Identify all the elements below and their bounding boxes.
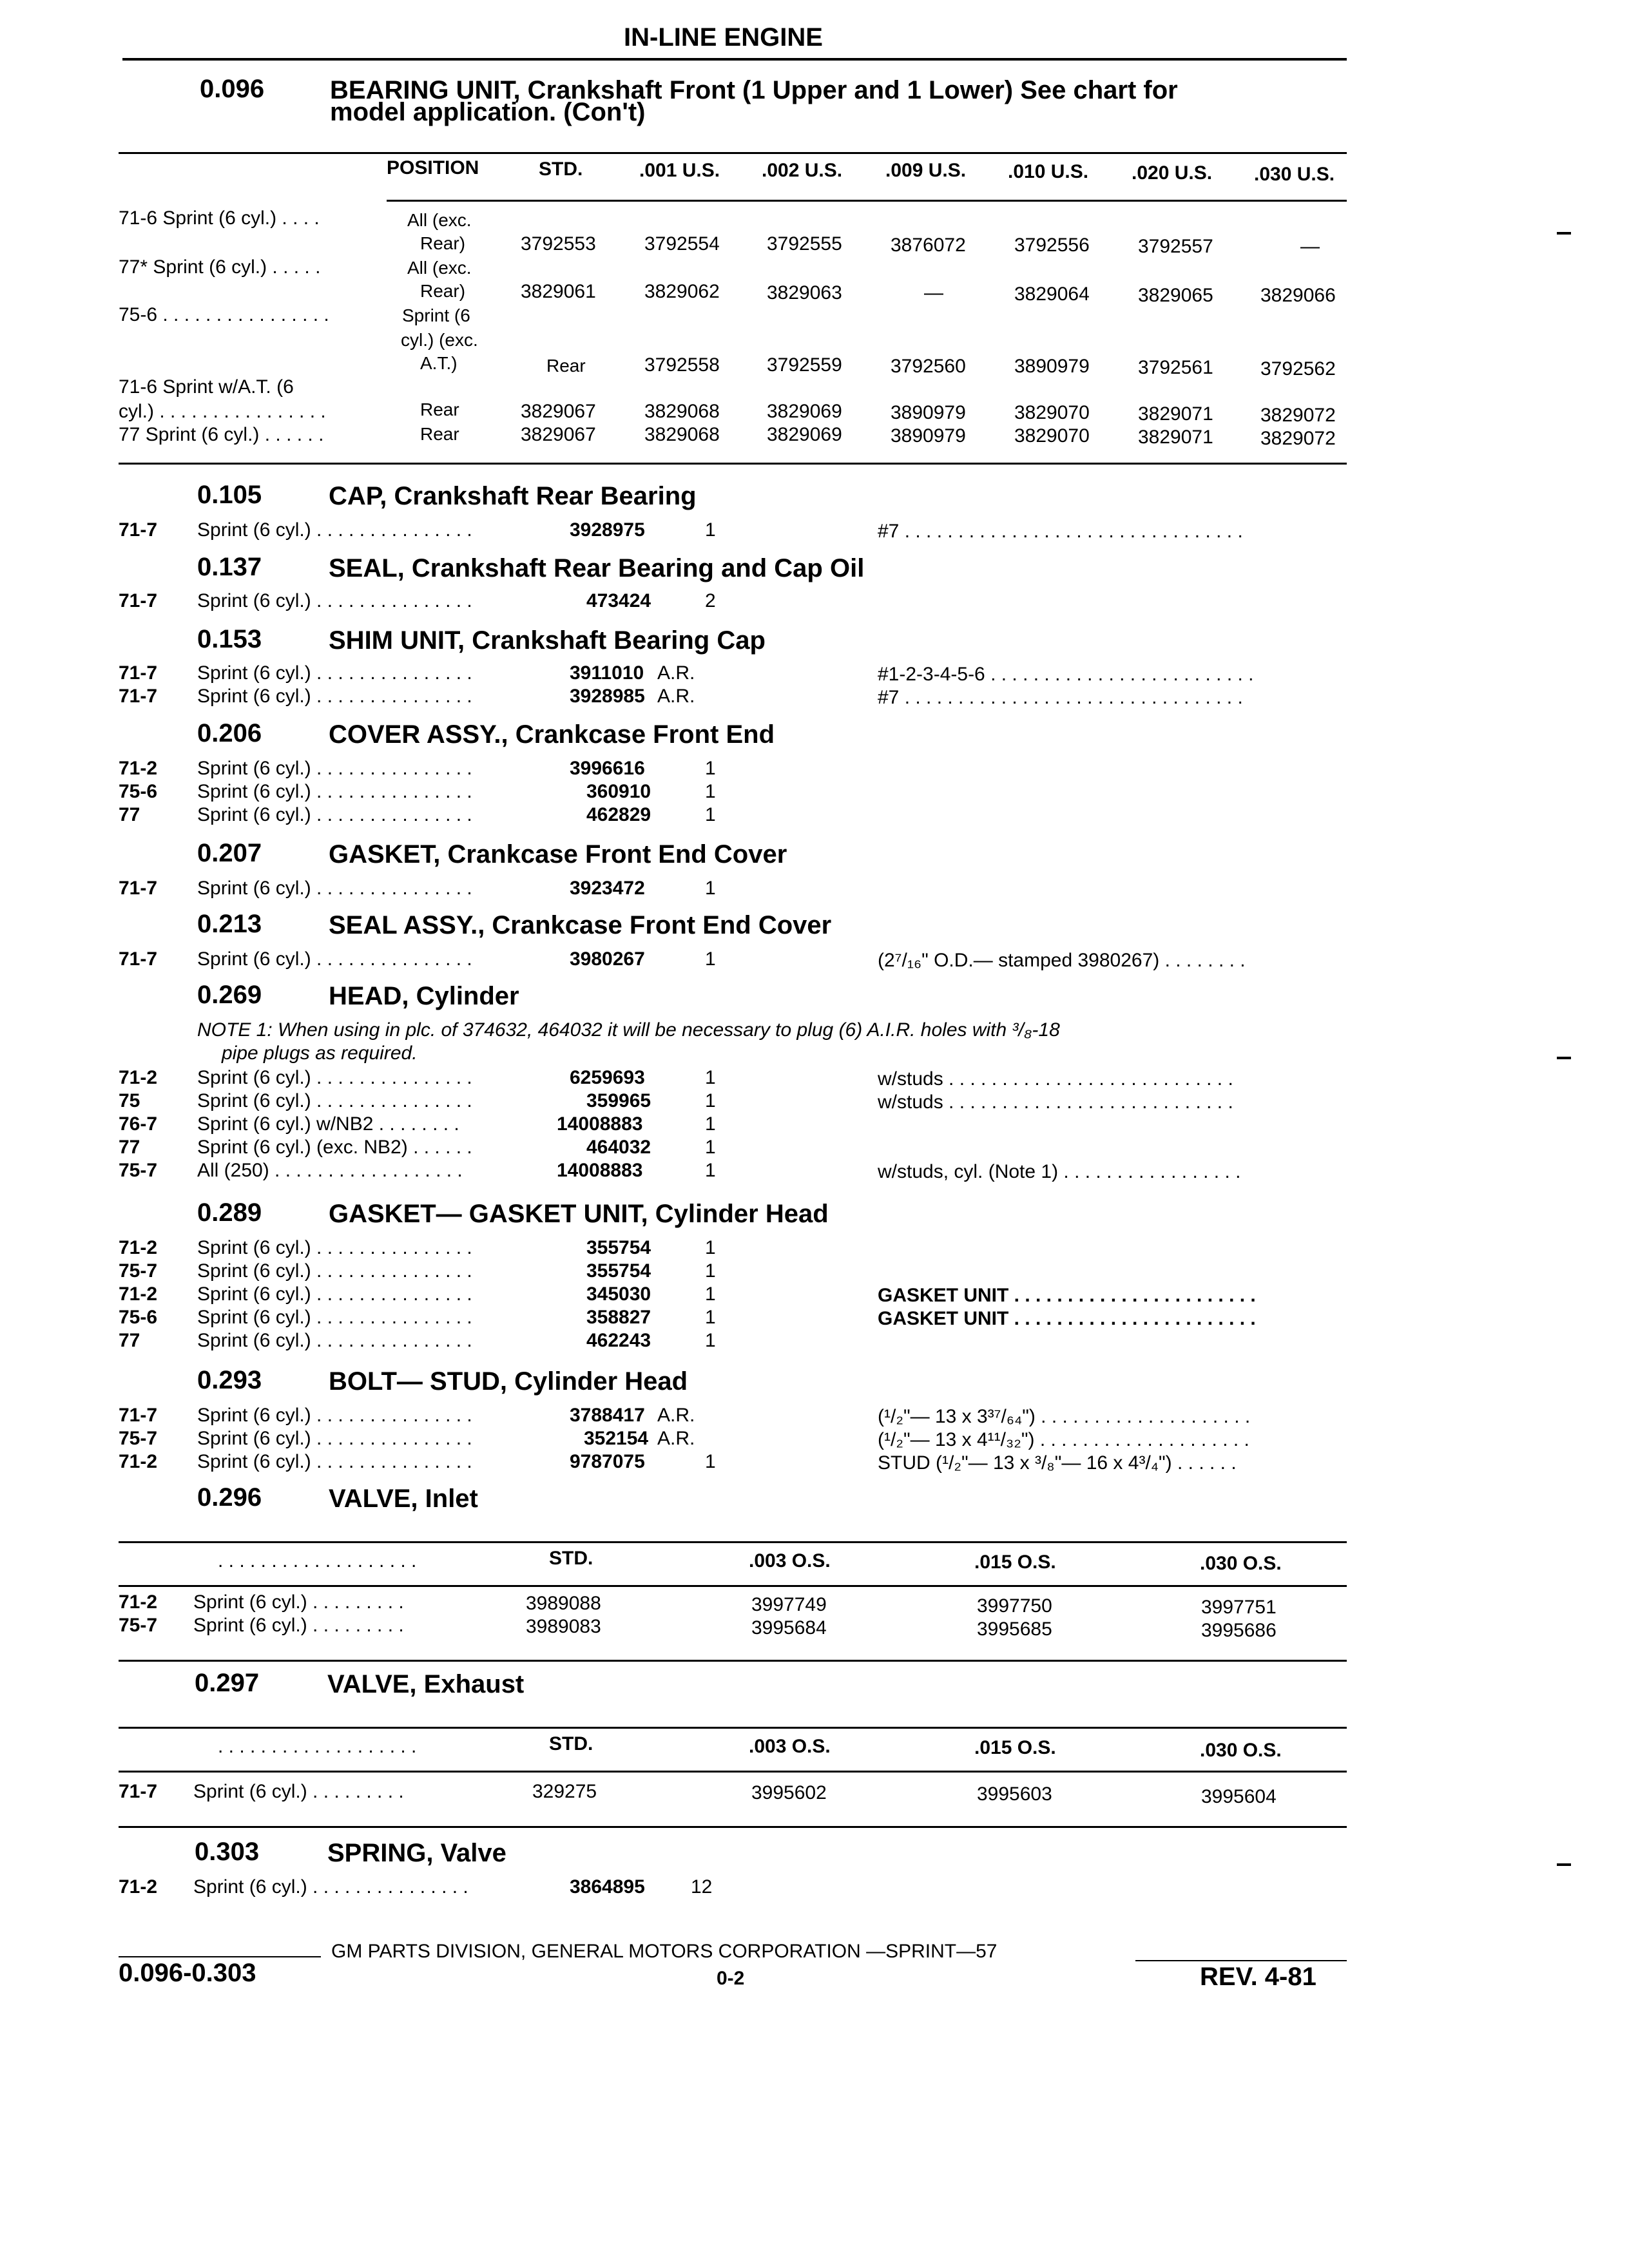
col-header: . . . . . . . . . . . . . . . . . . . bbox=[218, 1736, 417, 1757]
note-line: NOTE 1: When using in plc. of 374632, 464032 it will be necessary to plug (6) A.I.R. holes with ³/₈-18 bbox=[197, 1019, 1060, 1041]
row-qty: A.R. bbox=[657, 686, 695, 707]
position-line: Rear) bbox=[420, 281, 466, 301]
row-note: #7 . . . . . . . . . . . . . . . . . . . . . . . . . . . . . . . . bbox=[878, 521, 1243, 542]
part-cell: 3829070 bbox=[1014, 425, 1090, 447]
row-desc: Sprint (6 cyl.) . . . . . . . . . . . . . . . bbox=[193, 1876, 468, 1898]
position-line: cyl.) (exc. bbox=[401, 330, 478, 350]
col-header: STD. bbox=[539, 159, 583, 180]
model-line: 71-6 Sprint w/A.T. (6 bbox=[119, 376, 294, 398]
row-desc: Sprint (6 cyl.) w/NB2 . . . . . . . . bbox=[197, 1113, 459, 1135]
row-part: 3928985 bbox=[570, 686, 645, 707]
model-line: 75-6 . . . . . . . . . . . . . . . . bbox=[119, 304, 329, 325]
col-header: .001 U.S. bbox=[639, 160, 720, 181]
section-number: 0.296 bbox=[197, 1483, 262, 1512]
table-header-rule bbox=[119, 1771, 1347, 1773]
part-cell: 3989083 bbox=[526, 1616, 601, 1637]
part-cell: 3890979 bbox=[1014, 356, 1090, 377]
part-cell: 3829072 bbox=[1260, 428, 1336, 449]
row-desc: Sprint (6 cyl.) . . . . . . . . . . . . . . . bbox=[197, 519, 472, 541]
col-header: .015 O.S. bbox=[974, 1552, 1056, 1573]
footer-rule-left bbox=[119, 1956, 321, 1957]
position-line: All (exc. bbox=[407, 210, 472, 230]
table-top-rule bbox=[119, 1541, 1347, 1543]
col-header: STD. bbox=[549, 1548, 593, 1569]
section-title: VALVE, Exhaust bbox=[327, 1670, 525, 1698]
row-part: 14008883 bbox=[557, 1160, 643, 1181]
row-note: #1-2-3-4-5-6 . . . . . . . . . . . . . . . . . . . . . . . . . bbox=[878, 664, 1254, 685]
section-number: 0.303 bbox=[195, 1838, 260, 1866]
row-desc: Sprint (6 cyl.) . . . . . . . . . . . . . . . bbox=[197, 1428, 472, 1449]
col-header: .003 O.S. bbox=[749, 1550, 831, 1571]
row-year: 71-7 bbox=[119, 1781, 158, 1802]
table-header-rule bbox=[119, 1585, 1347, 1587]
row-year: 75-7 bbox=[119, 1160, 158, 1181]
row-desc: Sprint (6 cyl.) . . . . . . . . . . . . . . . bbox=[197, 1237, 472, 1258]
row-qty: 1 bbox=[705, 1330, 716, 1351]
section-number: 0.213 bbox=[197, 910, 262, 938]
row-desc: Sprint (6 cyl.) (exc. NB2) . . . . . . bbox=[197, 1137, 472, 1158]
part-cell: 3890979 bbox=[891, 425, 966, 447]
row-desc: Sprint (6 cyl.) . . . . . . . . . . . . . . . bbox=[197, 1451, 472, 1472]
row-part: 355754 bbox=[586, 1237, 651, 1258]
row-year: 71-7 bbox=[119, 686, 158, 707]
col-header: .030 O.S. bbox=[1200, 1553, 1282, 1574]
table-bottom-rule bbox=[119, 463, 1347, 465]
row-desc: Sprint (6 cyl.) . . . . . . . . . . . . . . . bbox=[197, 662, 472, 684]
part-cell: 3995684 bbox=[751, 1617, 827, 1639]
row-desc: Sprint (6 cyl.) . . . . . . . . . . . . . . . bbox=[197, 686, 472, 707]
row-qty: 1 bbox=[705, 1260, 716, 1282]
section-number: 0.105 bbox=[197, 481, 262, 509]
row-desc: Sprint (6 cyl.) . . . . . . . . . . . . . . . bbox=[197, 948, 472, 970]
row-qty: 1 bbox=[705, 519, 716, 541]
part-cell: 3792559 bbox=[767, 354, 842, 376]
position-line: Rear bbox=[420, 399, 459, 419]
note-line: pipe plugs as required. bbox=[222, 1043, 418, 1064]
margin-mark bbox=[1557, 1057, 1571, 1059]
row-note: w/studs, cyl. (Note 1) . . . . . . . . . . . . . . . . . bbox=[878, 1161, 1241, 1182]
part-cell: 3792558 bbox=[644, 354, 720, 376]
row-qty: 1 bbox=[705, 1113, 716, 1135]
section-number: 0.206 bbox=[197, 719, 262, 747]
footer-rev: REV. 4-81 bbox=[1200, 1963, 1316, 1991]
row-desc: Sprint (6 cyl.) . . . . . . . . . . . . . . . bbox=[197, 878, 472, 899]
part-cell: 3792557 bbox=[1138, 236, 1213, 257]
row-desc: Sprint (6 cyl.) . . . . . . . . . . . . . . . bbox=[197, 758, 472, 779]
row-year: 75-7 bbox=[119, 1428, 158, 1449]
col-header: STD. bbox=[549, 1733, 593, 1754]
section-title: HEAD, Cylinder bbox=[329, 982, 519, 1010]
row-year: 75-6 bbox=[119, 1307, 158, 1328]
col-header: . . . . . . . . . . . . . . . . . . . bbox=[218, 1550, 417, 1571]
part-cell: 3792560 bbox=[891, 356, 966, 377]
row-part: 6259693 bbox=[570, 1067, 645, 1088]
row-year: 71-2 bbox=[119, 1237, 158, 1258]
section-number: 0.137 bbox=[197, 553, 262, 581]
col-header: .003 O.S. bbox=[749, 1736, 831, 1757]
row-qty: 1 bbox=[705, 1160, 716, 1181]
model-line: 77* Sprint (6 cyl.) . . . . . bbox=[119, 256, 321, 278]
section-title: SHIM UNIT, Crankshaft Bearing Cap bbox=[329, 626, 766, 655]
row-part: 3928975 bbox=[570, 519, 645, 541]
section-title: GASKET— GASKET UNIT, Cylinder Head bbox=[329, 1200, 829, 1228]
position-line: A.T.) bbox=[420, 353, 458, 373]
row-part: 345030 bbox=[586, 1283, 651, 1305]
section-title: VALVE, Inlet bbox=[329, 1485, 478, 1513]
table-bottom-rule bbox=[119, 1826, 1347, 1828]
part-cell: 3995604 bbox=[1201, 1786, 1277, 1807]
part-cell: 3792553 bbox=[521, 233, 596, 255]
part-cell: 3890979 bbox=[891, 402, 966, 423]
part-cell: 3989088 bbox=[526, 1593, 601, 1614]
row-year: 71-7 bbox=[119, 948, 158, 970]
row-qty: 1 bbox=[705, 1307, 716, 1328]
part-cell: 3829061 bbox=[521, 281, 596, 302]
part-cell: 3997749 bbox=[751, 1594, 827, 1615]
part-cell: 3995602 bbox=[751, 1782, 827, 1803]
row-note: STUD (¹/₂"— 13 x ³/₈"— 16 x 4³/₄") . . . . . . bbox=[878, 1452, 1237, 1474]
row-year: 71-7 bbox=[119, 1405, 158, 1426]
col-header: .010 U.S. bbox=[1008, 161, 1089, 182]
row-desc: Sprint (6 cyl.) . . . . . . . . . . . . . . . bbox=[197, 1405, 472, 1426]
row-note: #7 . . . . . . . . . . . . . . . . . . . . . . . . . . . . . . . . bbox=[878, 687, 1243, 708]
margin-mark bbox=[1557, 232, 1571, 235]
part-cell: 3829063 bbox=[767, 282, 842, 303]
section-number: 0.096 bbox=[200, 75, 265, 103]
row-qty: 2 bbox=[705, 590, 716, 611]
part-cell: 3829067 bbox=[521, 401, 596, 422]
row-part: 360910 bbox=[586, 781, 651, 802]
col-header: .015 O.S. bbox=[974, 1737, 1056, 1758]
row-part: 3996616 bbox=[570, 758, 645, 779]
row-year: 75-7 bbox=[119, 1260, 158, 1282]
row-qty: 1 bbox=[705, 804, 716, 825]
row-qty: 1 bbox=[705, 1137, 716, 1158]
row-desc: Sprint (6 cyl.) . . . . . . . . . bbox=[193, 1781, 404, 1802]
row-part: 3911010 bbox=[570, 662, 644, 684]
section-title: SEAL ASSY., Crankcase Front End Cover bbox=[329, 911, 832, 939]
row-part: 355754 bbox=[586, 1260, 651, 1282]
row-desc: Sprint (6 cyl.) . . . . . . . . . . . . . . . bbox=[197, 590, 472, 611]
part-cell: — bbox=[1300, 236, 1320, 257]
position-line: Rear) bbox=[420, 233, 466, 253]
row-qty: 1 bbox=[705, 781, 716, 802]
row-qty: 1 bbox=[705, 878, 716, 899]
part-cell: 3876072 bbox=[891, 235, 966, 256]
table-bottom-rule bbox=[119, 1660, 1347, 1662]
row-part: 352154 bbox=[584, 1428, 649, 1449]
section-number: 0.207 bbox=[197, 839, 262, 867]
row-note: w/studs . . . . . . . . . . . . . . . . . . . . . . . . . . . bbox=[878, 1068, 1233, 1090]
part-cell: 3995685 bbox=[977, 1619, 1052, 1640]
part-cell: 3792562 bbox=[1260, 358, 1336, 380]
part-cell: 3829066 bbox=[1260, 285, 1336, 306]
row-year: 71-7 bbox=[119, 519, 158, 541]
row-year: 75 bbox=[119, 1090, 140, 1111]
row-qty: 1 bbox=[705, 1283, 716, 1305]
section-title: GASKET, Crankcase Front End Cover bbox=[329, 840, 787, 869]
position-line: Rear bbox=[420, 424, 459, 444]
row-year: 76-7 bbox=[119, 1113, 158, 1135]
col-header: .030 U.S. bbox=[1254, 164, 1335, 185]
row-part: 464032 bbox=[586, 1137, 651, 1158]
row-part: 3788417 bbox=[570, 1405, 645, 1426]
part-cell: 3792556 bbox=[1014, 235, 1090, 256]
part-cell: 3995686 bbox=[1201, 1620, 1277, 1641]
part-cell: 3829071 bbox=[1138, 403, 1213, 425]
section-title-cont: model application. (Con't) bbox=[330, 98, 646, 126]
part-cell: 3829072 bbox=[1260, 405, 1336, 426]
row-qty: A.R. bbox=[657, 662, 695, 684]
row-part: 462829 bbox=[586, 804, 651, 825]
section-number: 0.289 bbox=[197, 1198, 262, 1227]
row-year: 75-6 bbox=[119, 781, 158, 802]
part-cell: 3829068 bbox=[644, 401, 720, 422]
row-desc: Sprint (6 cyl.) . . . . . . . . . bbox=[193, 1615, 404, 1636]
header-rule bbox=[122, 58, 1347, 61]
col-header: .020 U.S. bbox=[1132, 162, 1213, 184]
row-desc: Sprint (6 cyl.) . . . . . . . . . . . . . . . bbox=[197, 1330, 472, 1351]
footer-corp: GM PARTS DIVISION, GENERAL MOTORS CORPORATION —SPRINT—57 bbox=[331, 1941, 998, 1962]
part-cell: 3829062 bbox=[644, 281, 720, 302]
section-title: BOLT— STUD, Cylinder Head bbox=[329, 1367, 688, 1396]
page-header-title: IN-LINE ENGINE bbox=[624, 23, 823, 52]
row-desc: All (250) . . . . . . . . . . . . . . . . . . bbox=[197, 1160, 463, 1181]
row-year: 77 bbox=[119, 804, 140, 825]
row-year: 71-2 bbox=[119, 1451, 158, 1472]
section-number: 0.153 bbox=[197, 625, 262, 653]
part-cell: 3792555 bbox=[767, 233, 842, 255]
model-line: 77 Sprint (6 cyl.) . . . . . . bbox=[119, 424, 324, 445]
part-cell: 3792554 bbox=[644, 233, 720, 255]
row-part: 3923472 bbox=[570, 878, 645, 899]
row-part: 462243 bbox=[586, 1330, 651, 1351]
row-qty: 1 bbox=[705, 1090, 716, 1111]
row-year: 77 bbox=[119, 1137, 140, 1158]
section-title: BEARING UNIT, Crankshaft Front (1 Upper and 1 Lower) See chart for bbox=[330, 76, 1178, 104]
part-cell: 329275 bbox=[532, 1781, 597, 1802]
row-part: 3980267 bbox=[570, 948, 645, 970]
part-cell: 3997751 bbox=[1201, 1597, 1277, 1618]
row-part: 359965 bbox=[586, 1090, 651, 1111]
part-cell: 3997750 bbox=[977, 1595, 1052, 1617]
position-line: All (exc. bbox=[407, 258, 472, 278]
row-qty: A.R. bbox=[657, 1428, 695, 1449]
part-cell: 3829071 bbox=[1138, 427, 1213, 448]
row-year: 71-2 bbox=[119, 1591, 158, 1613]
row-desc: Sprint (6 cyl.) . . . . . . . . . . . . . . . bbox=[197, 1090, 472, 1111]
row-qty: 1 bbox=[705, 1451, 716, 1472]
table-top-rule bbox=[119, 1727, 1347, 1729]
col-header: .009 U.S. bbox=[885, 160, 967, 181]
row-desc: Sprint (6 cyl.) . . . . . . . . . . . . . . . bbox=[197, 781, 472, 802]
footer-rule-right bbox=[1135, 1960, 1347, 1961]
section-number: 0.293 bbox=[197, 1366, 262, 1394]
col-header: POSITION bbox=[387, 157, 479, 178]
model-line: cyl.) . . . . . . . . . . . . . . . . bbox=[119, 401, 326, 422]
row-note: w/studs . . . . . . . . . . . . . . . . . . . . . . . . . . . bbox=[878, 1091, 1233, 1113]
row-qty: 1 bbox=[705, 1237, 716, 1258]
part-cell: — bbox=[924, 282, 943, 303]
row-qty: 1 bbox=[705, 1067, 716, 1088]
section-number: 0.269 bbox=[197, 981, 262, 1009]
row-year: 71-2 bbox=[119, 1283, 158, 1305]
row-part: 9787075 bbox=[570, 1451, 645, 1472]
section-title: CAP, Crankshaft Rear Bearing bbox=[329, 482, 697, 510]
part-cell: 3829065 bbox=[1138, 285, 1213, 306]
row-note: GASKET UNIT . . . . . . . . . . . . . . . . . . . . . . . bbox=[878, 1308, 1256, 1329]
section-title: SEAL, Crankshaft Rear Bearing and Cap Oil bbox=[329, 554, 865, 582]
section-number: 0.297 bbox=[195, 1669, 260, 1697]
row-year: 71-7 bbox=[119, 590, 158, 611]
row-note: (¹/₂"— 13 x 3³⁷/₆₄") . . . . . . . . . . . . . . . . . . . . bbox=[878, 1406, 1251, 1427]
row-desc: Sprint (6 cyl.) . . . . . . . . . . . . . . . bbox=[197, 1260, 472, 1282]
footer-page-number: 0-2 bbox=[717, 1968, 745, 1989]
section-title: SPRING, Valve bbox=[327, 1839, 506, 1867]
row-part: 3864895 bbox=[570, 1876, 645, 1898]
row-note: (2⁷/₁₆" O.D.— stamped 3980267) . . . . . . . . bbox=[878, 950, 1246, 971]
part-cell: 3829064 bbox=[1014, 284, 1090, 305]
row-desc: Sprint (6 cyl.) . . . . . . . . . . . . . . . bbox=[197, 804, 472, 825]
row-part: 473424 bbox=[586, 590, 651, 611]
part-cell: 3792561 bbox=[1138, 357, 1213, 378]
position-line: Rear bbox=[546, 356, 586, 376]
part-cell: 3829069 bbox=[767, 424, 842, 445]
table-top-rule bbox=[119, 152, 1347, 154]
row-year: 71-2 bbox=[119, 1876, 158, 1898]
row-qty: 1 bbox=[705, 948, 716, 970]
row-desc: Sprint (6 cyl.) . . . . . . . . . . . . . . . bbox=[197, 1307, 472, 1328]
row-year: 71-2 bbox=[119, 1067, 158, 1088]
margin-mark bbox=[1557, 1863, 1571, 1866]
part-cell: 3829067 bbox=[521, 424, 596, 445]
part-cell: 3829068 bbox=[644, 424, 720, 445]
row-desc: Sprint (6 cyl.) . . . . . . . . . bbox=[193, 1591, 404, 1613]
row-year: 71-7 bbox=[119, 662, 158, 684]
row-note: GASKET UNIT . . . . . . . . . . . . . . . . . . . . . . . bbox=[878, 1285, 1256, 1306]
row-qty: 1 bbox=[705, 758, 716, 779]
row-qty: 12 bbox=[691, 1876, 713, 1898]
model-line: 71-6 Sprint (6 cyl.) . . . . bbox=[119, 207, 320, 229]
col-header: .030 O.S. bbox=[1200, 1740, 1282, 1761]
table-header-rule bbox=[387, 200, 1347, 202]
row-desc: Sprint (6 cyl.) . . . . . . . . . . . . . . . bbox=[197, 1283, 472, 1305]
row-year: 77 bbox=[119, 1330, 140, 1351]
footer-range: 0.096-0.303 bbox=[119, 1959, 256, 1987]
row-part: 358827 bbox=[586, 1307, 651, 1328]
part-cell: 3829069 bbox=[767, 401, 842, 422]
col-header: .002 U.S. bbox=[762, 160, 843, 181]
row-year: 71-7 bbox=[119, 878, 158, 899]
row-note: (¹/₂"— 13 x 4¹¹/₃₂") . . . . . . . . . . . . . . . . . . . . bbox=[878, 1429, 1249, 1450]
position-line: Sprint (6 bbox=[402, 305, 470, 325]
part-cell: 3829070 bbox=[1014, 402, 1090, 423]
section-title: COVER ASSY., Crankcase Front End bbox=[329, 720, 775, 749]
row-year: 71-2 bbox=[119, 758, 158, 779]
row-desc: Sprint (6 cyl.) . . . . . . . . . . . . . . . bbox=[197, 1067, 472, 1088]
row-part: 14008883 bbox=[557, 1113, 643, 1135]
part-cell: 3995603 bbox=[977, 1783, 1052, 1805]
row-year: 75-7 bbox=[119, 1615, 158, 1636]
row-qty: A.R. bbox=[657, 1405, 695, 1426]
